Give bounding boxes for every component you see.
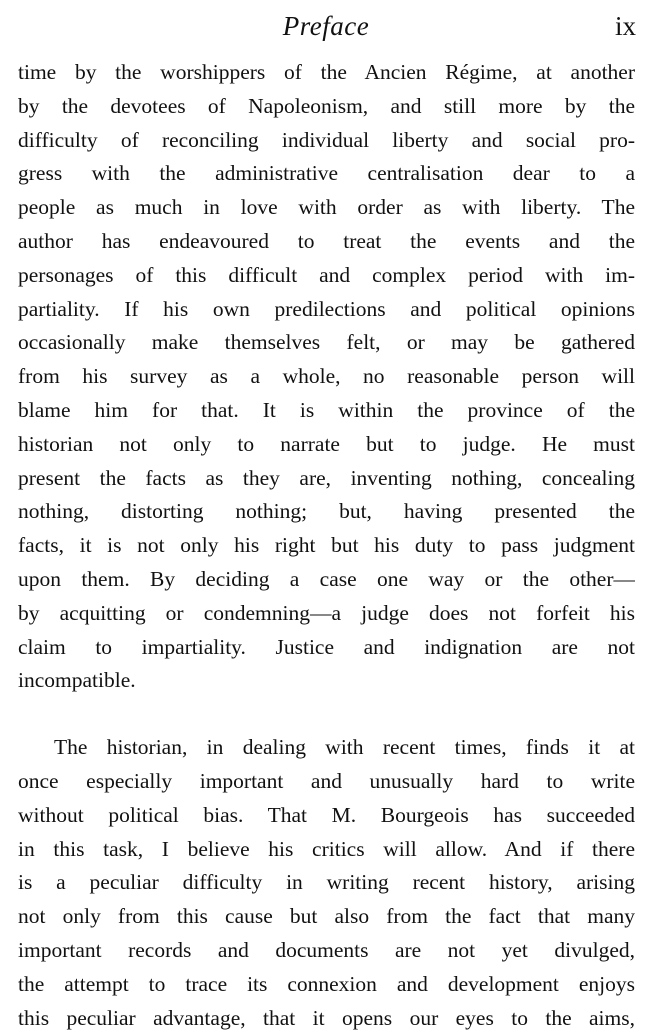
text-line: present the facts as they are, inventing nothing, concealing: [18, 465, 635, 490]
running-head: [0, 8, 652, 44]
text-line: blame him for that. It is within the province of the: [18, 397, 635, 422]
text-line: personages of this difficult and complex period with im-: [18, 262, 635, 287]
text-line: by acquitting or condemning—a judge does not forfeit his: [18, 600, 635, 625]
text-line: author has endeavoured to treat the events and the: [18, 228, 635, 253]
text-line: upon them. By deciding a case one way or the other—: [18, 566, 635, 591]
text-line: once especially important and unusually hard to write: [18, 768, 635, 793]
body-text: [18, 56, 635, 1035]
text-line: from his survey as a whole, no reasonable person will: [18, 364, 635, 389]
paragraph-1: [18, 56, 635, 698]
text-line: the attempt to trace its connexion and development enjoys: [18, 971, 635, 996]
text-line: occasionally make themselves felt, or may be gathered: [18, 330, 635, 355]
text-line: people as much in love with order as with liberty. The: [18, 195, 635, 220]
text-line: by the devotees of Napoleonism, and still more by the: [18, 93, 635, 118]
text-line: facts, it is not only his right but his duty to pass judgment: [18, 533, 635, 558]
text-line: claim to impartiality. Justice and indignation are not: [18, 634, 635, 659]
text-line: important records and documents are not yet divulged,: [18, 937, 635, 962]
text-line: without political bias. That M. Bourgeois has succeeded: [18, 802, 635, 827]
text-line: is a peculiar difficulty in writing recent history, arising: [18, 870, 635, 895]
text-line: time by the worshippers of the Ancien Régime, at another: [18, 60, 635, 84]
text-line: nothing, distorting nothing; but, having presented the: [18, 499, 635, 524]
running-title: Preface: [282, 11, 370, 41]
paragraph-2: [18, 731, 635, 1035]
text-line: difficulty of reconciling individual liberty and social pro-: [18, 127, 635, 152]
text-line: in this task, I believe his critics will allow. And if there: [18, 836, 635, 861]
text-line: historian not only to narrate but to judge. He must: [18, 431, 635, 456]
text-line: The historian, in dealing with recent times, finds it at: [54, 735, 635, 760]
text-line: not only from this cause but also from the fact that many: [18, 904, 635, 929]
text-line: gress with the administrative centralisation dear to a: [18, 161, 635, 186]
text-line: this peculiar advantage, that it opens our eyes to the aims,: [18, 1005, 635, 1030]
text-line: partiality. If his own predilections and political opinions: [18, 296, 635, 321]
text-line: incompatible.: [18, 668, 136, 693]
page-number: ix: [614, 11, 636, 41]
